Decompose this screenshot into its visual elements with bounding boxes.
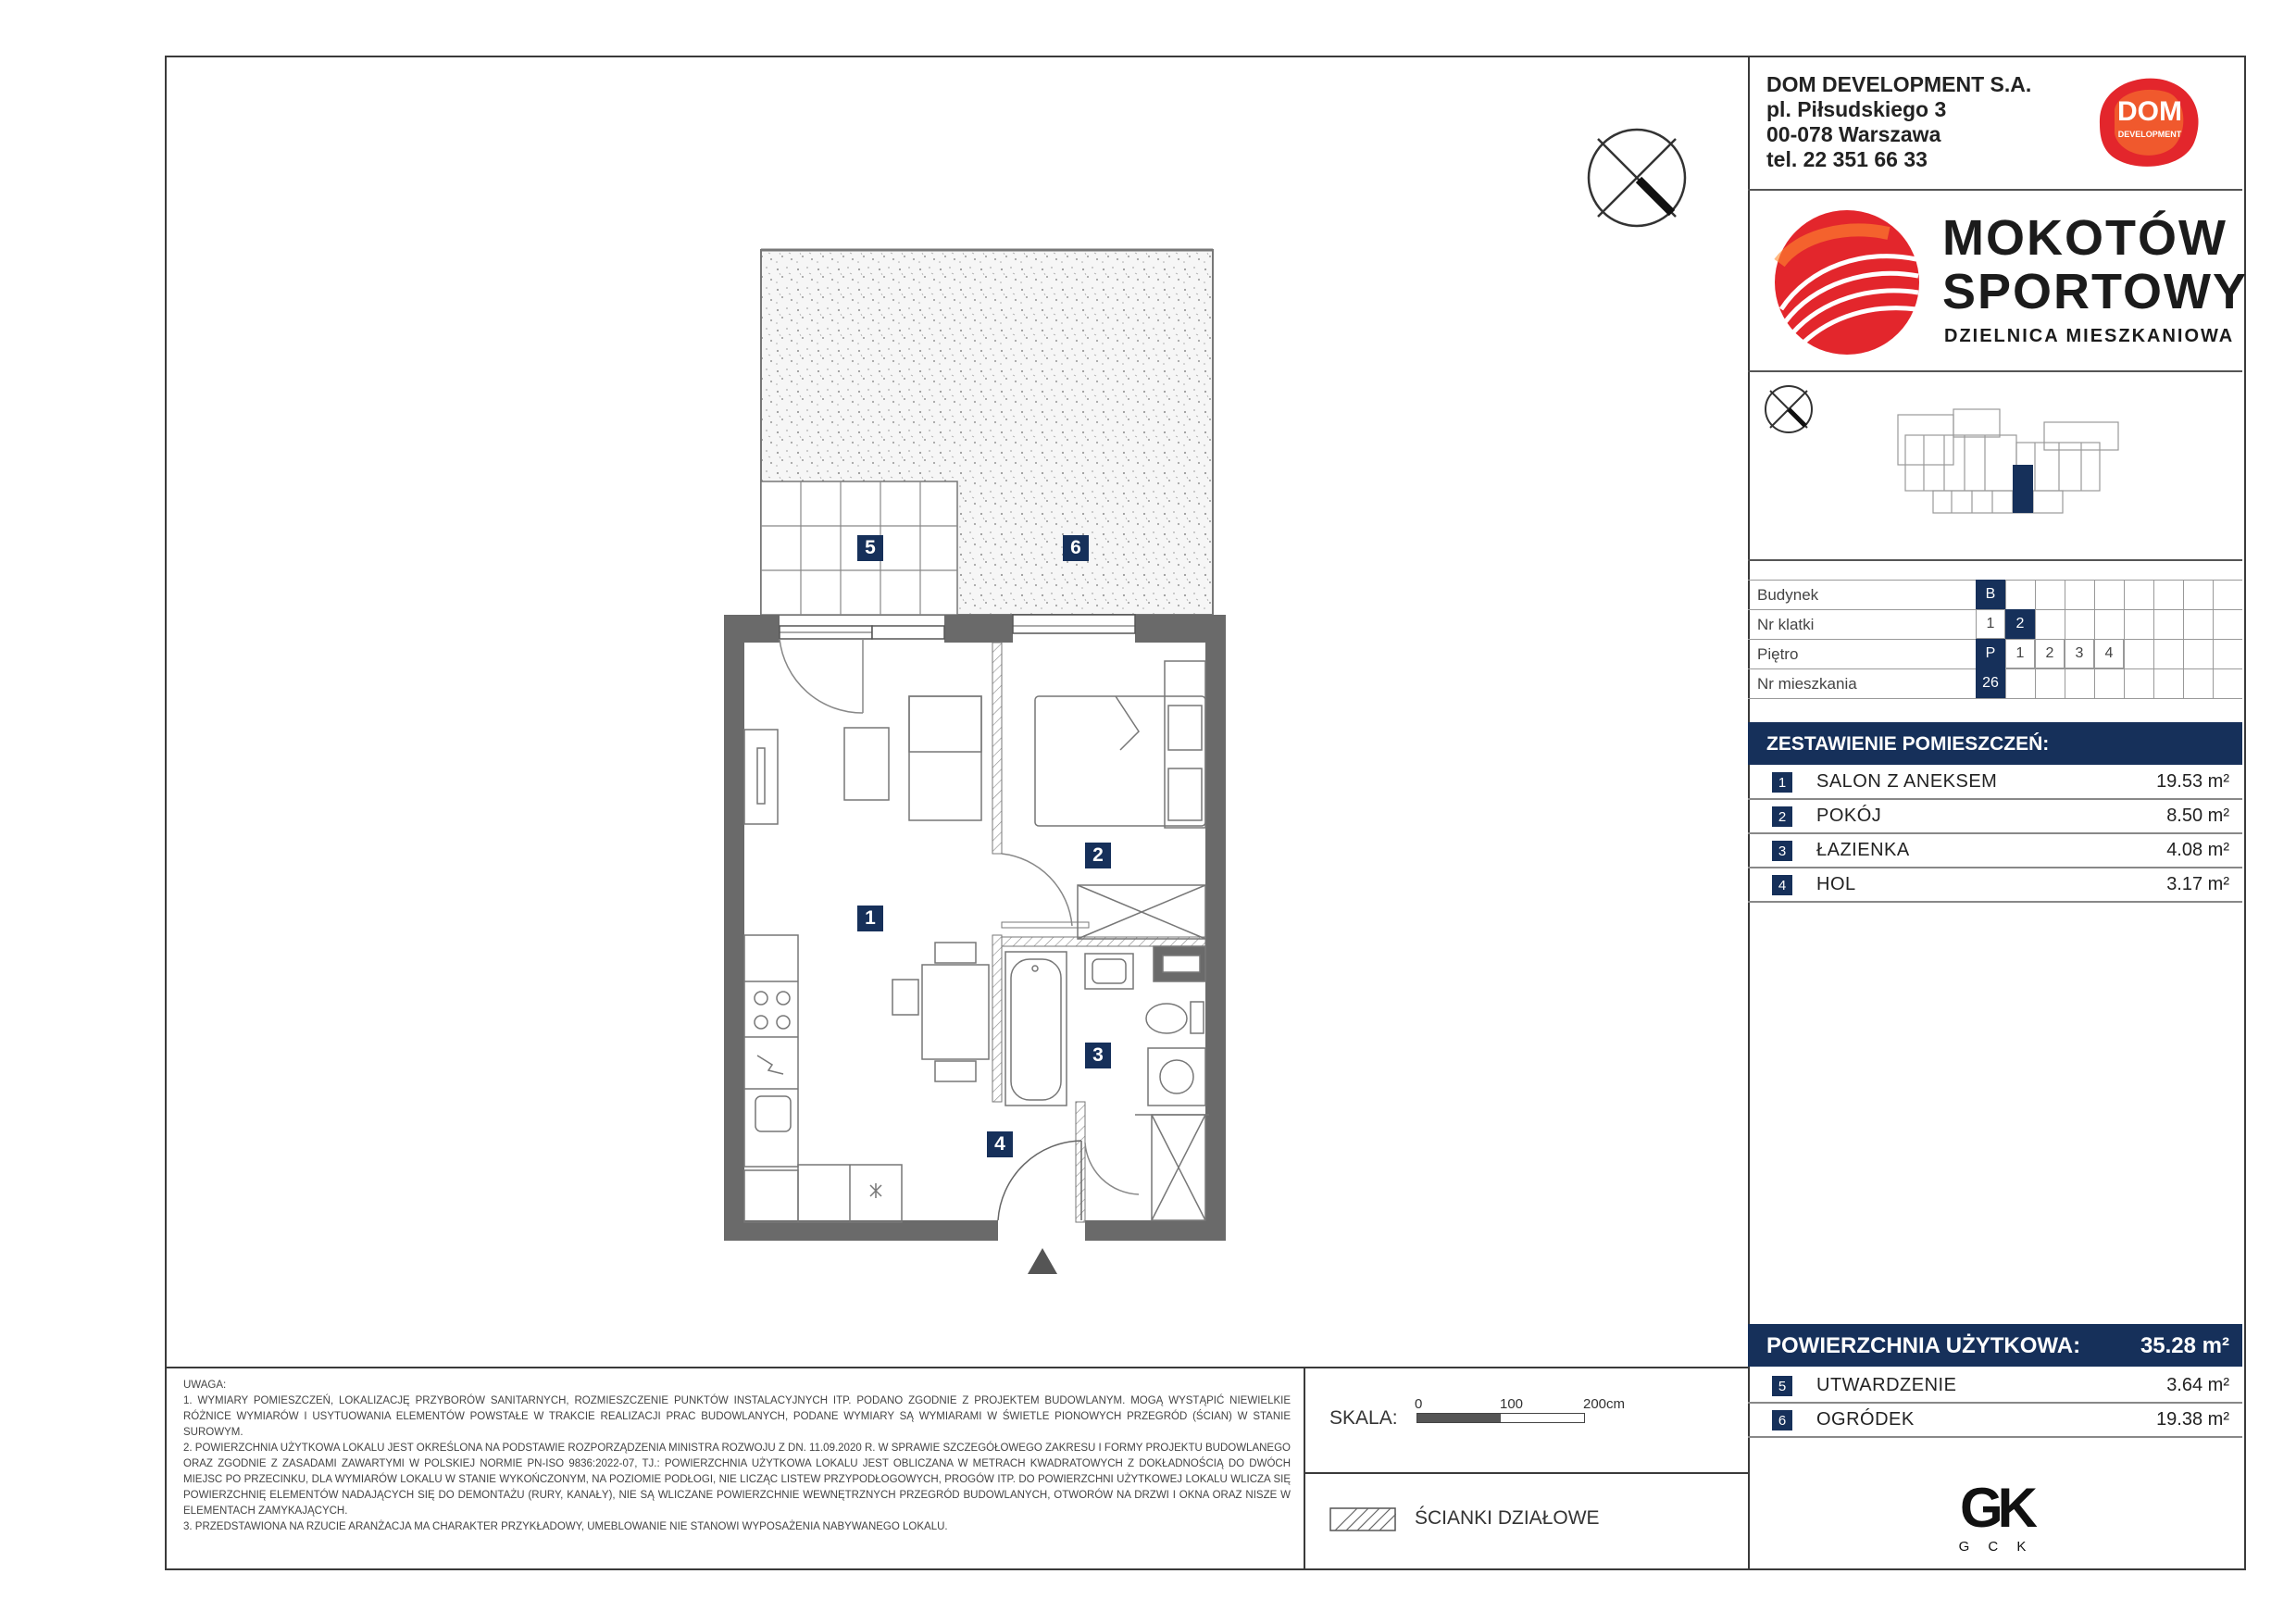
room-area: 3.17 m² [2166, 874, 2229, 894]
dom-development-logo [2090, 69, 2207, 172]
scale-tick-100: 100 [1500, 1396, 1524, 1412]
key-plan-panel [1748, 370, 2242, 561]
room-name: UTWARDZENIE [1816, 1375, 1957, 1395]
budynek-value: B [1976, 580, 2005, 609]
architect-mark: GK [1960, 1477, 2032, 1539]
room-tag-6: 6 [1063, 535, 1089, 561]
notes-divider [1304, 1367, 1305, 1568]
room-tag-4: 4 [987, 1131, 1013, 1157]
room-name: POKÓJ [1816, 806, 1882, 826]
project-subtitle: DZIELNICA MIESZKANIOWA [1944, 326, 2235, 346]
pietro-label: Piętro [1757, 645, 1799, 663]
pietro-option-p: P [1976, 639, 2005, 668]
room-tag-1: 1 [857, 906, 883, 931]
company-city: 00-078 Warszawa [1766, 122, 1941, 146]
room-area: 4.08 m² [2166, 840, 2229, 860]
project-title-1: MOKOTÓW [1942, 210, 2227, 266]
scale-tick-200: 200cm [1583, 1396, 1626, 1412]
company-phone: tel. 22 351 66 33 [1766, 147, 1928, 171]
door-swing [780, 639, 863, 713]
room-number: 1 [1772, 772, 1792, 793]
notes-title: UWAGA: [183, 1380, 227, 1391]
partition-wall [992, 643, 1002, 854]
room-row [1748, 833, 2242, 868]
compass-icon [1589, 130, 1685, 226]
usable-area-label: POWIERZCHNIA UŻYTKOWA: [1766, 1333, 2081, 1358]
dom-logo-word: DOM [2117, 96, 2182, 127]
klatka-label: Nr klatki [1757, 616, 1815, 633]
company-street: pl. Piłsudskiego 3 [1766, 97, 1947, 121]
scale-label: SKALA: [1329, 1407, 1398, 1429]
pietro-option-3: 3 [2065, 639, 2094, 668]
architect-logo [1940, 1476, 2052, 1563]
notes [183, 1378, 1291, 1535]
room-row [1748, 868, 2242, 903]
extra-row [1748, 1368, 2242, 1404]
pietro-option-4: 4 [2094, 639, 2124, 668]
room-number: 3 [1772, 841, 1792, 861]
company-name: DOM DEVELOPMENT S.A. [1766, 72, 2032, 96]
company-header [1748, 57, 2242, 191]
room-tag-3: 3 [1085, 1043, 1111, 1068]
budynek-label: Budynek [1757, 586, 1819, 604]
room-tag-2: 2 [1085, 843, 1111, 868]
dom-logo-sub: DEVELOPMENT [2117, 130, 2182, 139]
building-key-plan [1896, 407, 2128, 522]
selected-unit-marker [2013, 465, 2033, 513]
mieszkanie-label: Nr mieszkania [1757, 675, 1857, 693]
room-tag-5: 5 [857, 535, 883, 561]
room-name: SALON Z ANEKSEM [1816, 771, 1998, 792]
entrance-arrow [1028, 1248, 1057, 1274]
room-number: 4 [1772, 875, 1792, 895]
scale-divider [1304, 1472, 1750, 1474]
partition-legend-label: ŚCIANKI DZIAŁOWE [1415, 1507, 1600, 1529]
scale-bar [1416, 1413, 1585, 1423]
klatka-option-2: 2 [2005, 609, 2035, 639]
rooms-header [1748, 722, 2242, 765]
room-name: HOL [1816, 874, 1856, 894]
room-area: 19.53 m² [2156, 771, 2229, 792]
partition-legend-icon [1329, 1507, 1396, 1531]
room-row [1748, 799, 2242, 834]
klatka-option-1: 1 [1976, 609, 2005, 639]
floor-plan [167, 57, 1746, 1365]
room-number: 2 [1772, 806, 1792, 827]
room-area: 19.38 m² [2156, 1409, 2229, 1430]
note-item: 3. PRZEDSTAWIONA NA RZUCIE ARANŻACJA MA CHARAKTER PRZYKŁADOWY, UMEBLOWANIE NIE STANOWI WYPOSAŻENIA NABYWANEGO LOKALU. [183, 1521, 948, 1532]
room-area: 8.50 m² [2166, 806, 2229, 826]
usable-area-value: 35.28 m² [2140, 1333, 2229, 1358]
architect-letters: G C K [1958, 1539, 2034, 1555]
room-number: 6 [1772, 1410, 1792, 1430]
bottom-strip-divider [165, 1367, 1750, 1368]
usable-area-bar [1748, 1324, 2242, 1367]
project-logo-panel [1748, 189, 2249, 372]
note-item: 1. WYMIARY POMIESZCZEŃ, LOKALIZACJĘ PRZYBORÓW SANITARNYCH, ROZMIESZCZENIE PUNKTÓW INSTALACYJNYCH ITP. PODANO ZGODNIE Z PROJEKTEM BUDOWLANYM. MOGĄ WYSTĄPIĆ NIEWIELKIE RÓŻNICE WYMIARÓW I USYTUOWANIA ELEMENTÓW POWSTAŁE W TRAKCIE REALIZACJI PRAC BUDOWLANYCH, PODANE WYMIARY SĄ WYMIARAMI W ŚWIETLE PIONOWYCH PRZEGRÓD (ŚCIAN) W STANIE SUROWYM. [183, 1395, 1291, 1438]
exterior-walls [724, 615, 1226, 1241]
room-name: OGRÓDEK [1816, 1409, 1915, 1430]
scale-tick-0: 0 [1415, 1396, 1423, 1412]
compass-icon [1763, 383, 1815, 435]
pietro-option-1: 1 [2005, 639, 2035, 668]
window [1013, 615, 1135, 633]
note-item: 2. POWIERZCHNIA UŻYTKOWA LOKALU JEST OKREŚLONA NA PODSTAWIE ROZPORZĄDZENIA MINISTRA ROZWOJU Z DN. 11.09.2020 R. W SPRAWIE SZCZEGÓŁOWEGO ZAKRESU I FORMY PROJEKTU BUDOWLANEGO ORAZ ZGODNIE Z ZASADAMI ZAWARTYMI W POLSKIEJ NORMIE PN-ISO 9836:2022-07, TJ.: POWIERZCHNIA UŻYTKOWA LOKALU JEST OBLICZANA W METRACH KWADRATOWYCH Z DOKŁADNOŚCIĄ DO DWÓCH MIEJSC PO PRZECINKU, DLA WYMIARÓW LOKALU W STANIE WYKOŃCZONYM, NA POZIOMIE PODŁOGI, NIE LICZĄC LISTEW PRZYPODŁOGOWYCH, PROGÓW ITP. DO POWIERZCHNI UŻYTKOWEJ LOKALU WLICZA SIĘ POWIERZCHNIĘ ELEMENTÓW NADAJĄCYCH SIĘ DO DEMONTAŻU (RURY, KANAŁY), NIE SĄ WLICZANE POWIERZCHNIE WEWNĘTRZNYCH PRZEGRÓD BUDOWLANYCH, OTWORÓW NA DRZWI I OKNA ORAZ NISZE W ELEMENTACH ZAMYKAJĄCYCH. [183, 1443, 1291, 1517]
rooms-header-label: ZESTAWIENIE POMIESZCZEŃ: [1766, 733, 2050, 755]
room-row [1748, 765, 2242, 800]
room-area: 3.64 m² [2166, 1375, 2229, 1395]
mokotow-logo-icon [1772, 207, 1922, 357]
extra-row [1748, 1403, 2242, 1438]
pietro-option-2: 2 [2035, 639, 2065, 668]
mieszkanie-value: 26 [1976, 668, 2005, 698]
room-number: 5 [1772, 1376, 1792, 1396]
room-name: ŁAZIENKA [1816, 840, 1910, 860]
project-title-2: SPORTOWY [1942, 264, 2249, 319]
